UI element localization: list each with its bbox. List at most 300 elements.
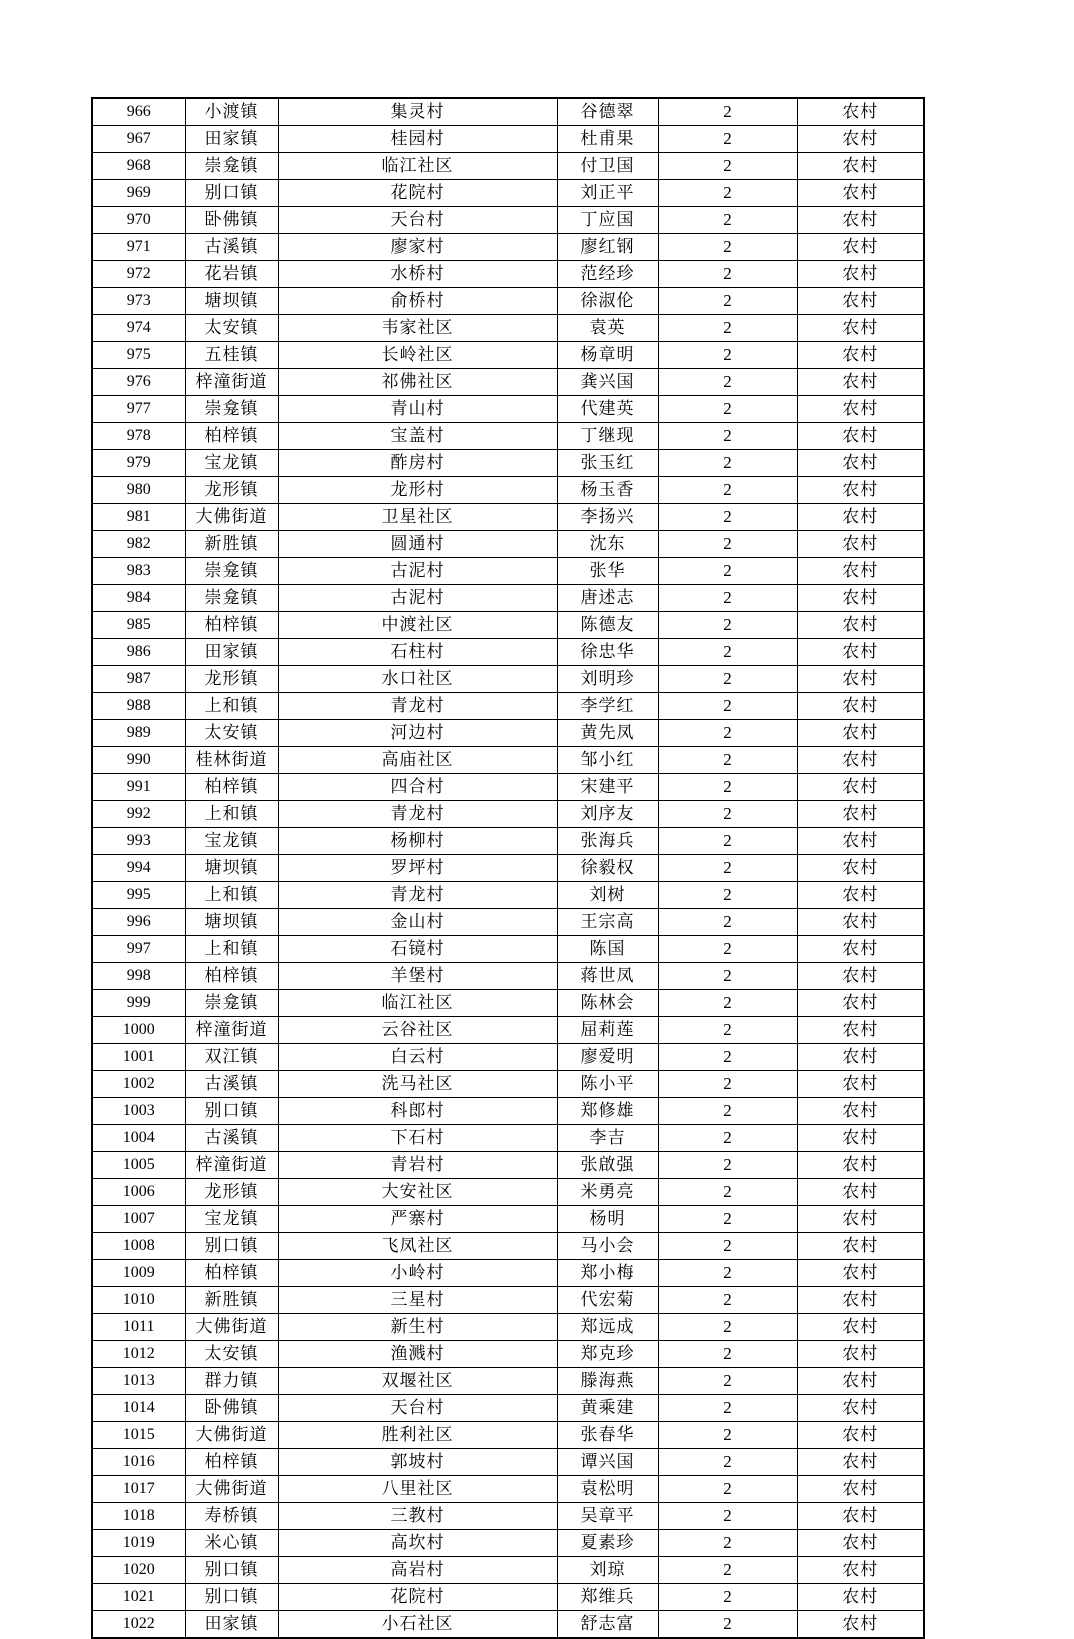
table-row <box>92 450 924 477</box>
serial-number-cell: 972 <box>92 261 185 288</box>
town-cell: 宝龙镇 <box>185 828 278 855</box>
table-row <box>92 1503 924 1530</box>
category-cell: 农村 <box>797 342 924 369</box>
village-cell: 桂园村 <box>278 126 557 153</box>
count-cell: 2 <box>658 774 797 801</box>
serial-number-cell: 1002 <box>92 1071 185 1098</box>
person-name-cell: 陈小平 <box>557 1071 658 1098</box>
town-cell: 别口镇 <box>185 1557 278 1584</box>
person-name-cell: 廖爱明 <box>557 1044 658 1071</box>
table-row <box>92 639 924 666</box>
person-name-cell: 刘明珍 <box>557 666 658 693</box>
village-cell: 高坎村 <box>278 1530 557 1557</box>
table-row <box>92 558 924 585</box>
table-row <box>92 1260 924 1287</box>
table-row <box>92 585 924 612</box>
town-cell: 群力镇 <box>185 1368 278 1395</box>
town-cell: 宝龙镇 <box>185 450 278 477</box>
person-name-cell: 袁英 <box>557 315 658 342</box>
category-cell: 农村 <box>797 774 924 801</box>
count-cell: 2 <box>658 1611 797 1639</box>
village-cell: 临江社区 <box>278 153 557 180</box>
town-cell: 米心镇 <box>185 1530 278 1557</box>
serial-number-cell: 1005 <box>92 1152 185 1179</box>
serial-number-cell: 993 <box>92 828 185 855</box>
village-cell: 青岩村 <box>278 1152 557 1179</box>
count-cell: 2 <box>658 288 797 315</box>
category-cell: 农村 <box>797 558 924 585</box>
town-cell: 太安镇 <box>185 1341 278 1368</box>
category-cell: 农村 <box>797 909 924 936</box>
count-cell: 2 <box>658 531 797 558</box>
table-row <box>92 1449 924 1476</box>
category-cell: 农村 <box>797 801 924 828</box>
village-cell: 古泥村 <box>278 585 557 612</box>
category-cell: 农村 <box>797 666 924 693</box>
village-cell: 花院村 <box>278 1584 557 1611</box>
category-cell: 农村 <box>797 1503 924 1530</box>
town-cell: 柏梓镇 <box>185 1260 278 1287</box>
count-cell: 2 <box>658 963 797 990</box>
table-row <box>92 1611 924 1639</box>
person-name-cell: 郑维兵 <box>557 1584 658 1611</box>
table-row <box>92 477 924 504</box>
count-cell: 2 <box>658 1395 797 1422</box>
table-row <box>92 1395 924 1422</box>
category-cell: 农村 <box>797 1611 924 1639</box>
serial-number-cell: 1017 <box>92 1476 185 1503</box>
serial-number-cell: 966 <box>92 98 185 126</box>
serial-number-cell: 994 <box>92 855 185 882</box>
town-cell: 太安镇 <box>185 720 278 747</box>
town-cell: 大佛街道 <box>185 1476 278 1503</box>
table-row <box>92 423 924 450</box>
serial-number-cell: 1022 <box>92 1611 185 1639</box>
count-cell: 2 <box>658 990 797 1017</box>
person-name-cell: 龚兴国 <box>557 369 658 396</box>
serial-number-cell: 1003 <box>92 1098 185 1125</box>
serial-number-cell: 1007 <box>92 1206 185 1233</box>
town-cell: 柏梓镇 <box>185 1449 278 1476</box>
data-table <box>91 97 925 1639</box>
count-cell: 2 <box>658 1125 797 1152</box>
count-cell: 2 <box>658 504 797 531</box>
category-cell: 农村 <box>797 1449 924 1476</box>
village-cell: 白云村 <box>278 1044 557 1071</box>
village-cell: 祁佛社区 <box>278 369 557 396</box>
count-cell: 2 <box>658 261 797 288</box>
table-row <box>92 1476 924 1503</box>
table-row <box>92 396 924 423</box>
count-cell: 2 <box>658 747 797 774</box>
person-name-cell: 郑小梅 <box>557 1260 658 1287</box>
category-cell: 农村 <box>797 720 924 747</box>
person-name-cell: 代宏菊 <box>557 1287 658 1314</box>
count-cell: 2 <box>658 98 797 126</box>
village-cell: 渔溅村 <box>278 1341 557 1368</box>
person-name-cell: 代建英 <box>557 396 658 423</box>
category-cell: 农村 <box>797 1530 924 1557</box>
town-cell: 上和镇 <box>185 801 278 828</box>
category-cell: 农村 <box>797 747 924 774</box>
town-cell: 田家镇 <box>185 126 278 153</box>
village-cell: 严寨村 <box>278 1206 557 1233</box>
village-cell: 双堰社区 <box>278 1368 557 1395</box>
person-name-cell: 郑克珍 <box>557 1341 658 1368</box>
category-cell: 农村 <box>797 585 924 612</box>
village-cell: 三教村 <box>278 1503 557 1530</box>
village-cell: 飞凤社区 <box>278 1233 557 1260</box>
count-cell: 2 <box>658 126 797 153</box>
person-name-cell: 唐述志 <box>557 585 658 612</box>
town-cell: 田家镇 <box>185 639 278 666</box>
person-name-cell: 米勇亮 <box>557 1179 658 1206</box>
village-cell: 石镜村 <box>278 936 557 963</box>
town-cell: 太安镇 <box>185 315 278 342</box>
category-cell: 农村 <box>797 180 924 207</box>
town-cell: 塘坝镇 <box>185 909 278 936</box>
table-row <box>92 1233 924 1260</box>
count-cell: 2 <box>658 1179 797 1206</box>
person-name-cell: 宋建平 <box>557 774 658 801</box>
serial-number-cell: 989 <box>92 720 185 747</box>
town-cell: 上和镇 <box>185 693 278 720</box>
serial-number-cell: 970 <box>92 207 185 234</box>
person-name-cell: 范经珍 <box>557 261 658 288</box>
category-cell: 农村 <box>797 990 924 1017</box>
count-cell: 2 <box>658 1233 797 1260</box>
category-cell: 农村 <box>797 153 924 180</box>
person-name-cell: 陈林会 <box>557 990 658 1017</box>
serial-number-cell: 1009 <box>92 1260 185 1287</box>
person-name-cell: 张春华 <box>557 1422 658 1449</box>
person-name-cell: 刘琼 <box>557 1557 658 1584</box>
town-cell: 卧佛镇 <box>185 1395 278 1422</box>
town-cell: 别口镇 <box>185 1098 278 1125</box>
table-row <box>92 855 924 882</box>
village-cell: 下石村 <box>278 1125 557 1152</box>
person-name-cell: 徐毅权 <box>557 855 658 882</box>
count-cell: 2 <box>658 207 797 234</box>
village-cell: 高庙社区 <box>278 747 557 774</box>
category-cell: 农村 <box>797 1098 924 1125</box>
category-cell: 农村 <box>797 288 924 315</box>
person-name-cell: 王宗高 <box>557 909 658 936</box>
serial-number-cell: 1012 <box>92 1341 185 1368</box>
category-cell: 农村 <box>797 369 924 396</box>
village-cell: 羊堡村 <box>278 963 557 990</box>
category-cell: 农村 <box>797 423 924 450</box>
table-row <box>92 207 924 234</box>
town-cell: 卧佛镇 <box>185 207 278 234</box>
serial-number-cell: 992 <box>92 801 185 828</box>
town-cell: 柏梓镇 <box>185 423 278 450</box>
village-cell: 集灵村 <box>278 98 557 126</box>
table-row <box>92 1179 924 1206</box>
table-row <box>92 909 924 936</box>
person-name-cell: 黄乘建 <box>557 1395 658 1422</box>
person-name-cell: 杨明 <box>557 1206 658 1233</box>
table-row <box>92 1152 924 1179</box>
category-cell: 农村 <box>797 1233 924 1260</box>
serial-number-cell: 983 <box>92 558 185 585</box>
village-cell: 天台村 <box>278 1395 557 1422</box>
person-name-cell: 吴章平 <box>557 1503 658 1530</box>
count-cell: 2 <box>658 1368 797 1395</box>
village-cell: 宝盖村 <box>278 423 557 450</box>
table-row <box>92 1098 924 1125</box>
serial-number-cell: 990 <box>92 747 185 774</box>
town-cell: 崇龛镇 <box>185 990 278 1017</box>
person-name-cell: 刘正平 <box>557 180 658 207</box>
category-cell: 农村 <box>797 1476 924 1503</box>
serial-number-cell: 1000 <box>92 1017 185 1044</box>
town-cell: 新胜镇 <box>185 1287 278 1314</box>
person-name-cell: 张啟强 <box>557 1152 658 1179</box>
category-cell: 农村 <box>797 1314 924 1341</box>
category-cell: 农村 <box>797 828 924 855</box>
person-name-cell: 杨章明 <box>557 342 658 369</box>
count-cell: 2 <box>658 801 797 828</box>
serial-number-cell: 982 <box>92 531 185 558</box>
category-cell: 农村 <box>797 207 924 234</box>
count-cell: 2 <box>658 1557 797 1584</box>
table-row <box>92 828 924 855</box>
person-name-cell: 屈莉莲 <box>557 1017 658 1044</box>
count-cell: 2 <box>658 1476 797 1503</box>
serial-number-cell: 1020 <box>92 1557 185 1584</box>
table-row <box>92 963 924 990</box>
table-row <box>92 1017 924 1044</box>
table-row <box>92 747 924 774</box>
person-name-cell: 黄先凤 <box>557 720 658 747</box>
table-row <box>92 315 924 342</box>
town-cell: 上和镇 <box>185 882 278 909</box>
serial-number-cell: 988 <box>92 693 185 720</box>
person-name-cell: 邹小红 <box>557 747 658 774</box>
table-row <box>92 693 924 720</box>
town-cell: 寿桥镇 <box>185 1503 278 1530</box>
count-cell: 2 <box>658 1260 797 1287</box>
town-cell: 崇龛镇 <box>185 396 278 423</box>
count-cell: 2 <box>658 1584 797 1611</box>
category-cell: 农村 <box>797 1044 924 1071</box>
person-name-cell: 陈国 <box>557 936 658 963</box>
person-name-cell: 陈德友 <box>557 612 658 639</box>
serial-number-cell: 1014 <box>92 1395 185 1422</box>
table-row <box>92 774 924 801</box>
count-cell: 2 <box>658 828 797 855</box>
serial-number-cell: 1016 <box>92 1449 185 1476</box>
town-cell: 柏梓镇 <box>185 612 278 639</box>
table-row <box>92 288 924 315</box>
serial-number-cell: 979 <box>92 450 185 477</box>
serial-number-cell: 985 <box>92 612 185 639</box>
town-cell: 五桂镇 <box>185 342 278 369</box>
count-cell: 2 <box>658 1422 797 1449</box>
category-cell: 农村 <box>797 963 924 990</box>
town-cell: 古溪镇 <box>185 1125 278 1152</box>
town-cell: 崇龛镇 <box>185 585 278 612</box>
village-cell: 洗马社区 <box>278 1071 557 1098</box>
village-cell: 小岭村 <box>278 1260 557 1287</box>
person-name-cell: 杨玉香 <box>557 477 658 504</box>
count-cell: 2 <box>658 1044 797 1071</box>
count-cell: 2 <box>658 423 797 450</box>
table-row <box>92 180 924 207</box>
person-name-cell: 李扬兴 <box>557 504 658 531</box>
person-name-cell: 沈东 <box>557 531 658 558</box>
village-cell: 廖家村 <box>278 234 557 261</box>
person-name-cell: 杜甫果 <box>557 126 658 153</box>
town-cell: 大佛街道 <box>185 504 278 531</box>
town-cell: 小渡镇 <box>185 98 278 126</box>
village-cell: 云谷社区 <box>278 1017 557 1044</box>
category-cell: 农村 <box>797 531 924 558</box>
category-cell: 农村 <box>797 1395 924 1422</box>
serial-number-cell: 974 <box>92 315 185 342</box>
village-cell: 龙形村 <box>278 477 557 504</box>
count-cell: 2 <box>658 585 797 612</box>
count-cell: 2 <box>658 1341 797 1368</box>
town-cell: 双江镇 <box>185 1044 278 1071</box>
table-row <box>92 153 924 180</box>
serial-number-cell: 1018 <box>92 1503 185 1530</box>
town-cell: 宝龙镇 <box>185 1206 278 1233</box>
village-cell: 杨柳村 <box>278 828 557 855</box>
count-cell: 2 <box>658 477 797 504</box>
town-cell: 龙形镇 <box>185 477 278 504</box>
village-cell: 金山村 <box>278 909 557 936</box>
category-cell: 农村 <box>797 1287 924 1314</box>
table-row <box>92 990 924 1017</box>
town-cell: 古溪镇 <box>185 1071 278 1098</box>
person-name-cell: 张玉红 <box>557 450 658 477</box>
serial-number-cell: 1013 <box>92 1368 185 1395</box>
count-cell: 2 <box>658 882 797 909</box>
table-row <box>92 1071 924 1098</box>
person-name-cell: 滕海燕 <box>557 1368 658 1395</box>
table-row <box>92 1287 924 1314</box>
table-row <box>92 98 924 126</box>
town-cell: 古溪镇 <box>185 234 278 261</box>
village-cell: 临江社区 <box>278 990 557 1017</box>
serial-number-cell: 984 <box>92 585 185 612</box>
person-name-cell: 马小会 <box>557 1233 658 1260</box>
person-name-cell: 谷德翠 <box>557 98 658 126</box>
count-cell: 2 <box>658 315 797 342</box>
town-cell: 花岩镇 <box>185 261 278 288</box>
count-cell: 2 <box>658 1449 797 1476</box>
village-cell: 罗坪村 <box>278 855 557 882</box>
village-cell: 小石社区 <box>278 1611 557 1639</box>
table-row <box>92 234 924 261</box>
count-cell: 2 <box>658 666 797 693</box>
category-cell: 农村 <box>797 1125 924 1152</box>
town-cell: 别口镇 <box>185 1584 278 1611</box>
table-row <box>92 612 924 639</box>
table-row <box>92 666 924 693</box>
serial-number-cell: 987 <box>92 666 185 693</box>
serial-number-cell: 996 <box>92 909 185 936</box>
table-row <box>92 801 924 828</box>
village-cell: 河边村 <box>278 720 557 747</box>
serial-number-cell: 1010 <box>92 1287 185 1314</box>
person-name-cell: 付卫国 <box>557 153 658 180</box>
village-cell: 八里社区 <box>278 1476 557 1503</box>
count-cell: 2 <box>658 1314 797 1341</box>
category-cell: 农村 <box>797 1341 924 1368</box>
category-cell: 农村 <box>797 396 924 423</box>
person-name-cell: 袁松明 <box>557 1476 658 1503</box>
count-cell: 2 <box>658 558 797 585</box>
category-cell: 农村 <box>797 1152 924 1179</box>
village-cell: 青龙村 <box>278 882 557 909</box>
category-cell: 农村 <box>797 1071 924 1098</box>
table-row <box>92 261 924 288</box>
person-name-cell: 蒋世凤 <box>557 963 658 990</box>
category-cell: 农村 <box>797 855 924 882</box>
count-cell: 2 <box>658 342 797 369</box>
category-cell: 农村 <box>797 1206 924 1233</box>
serial-number-cell: 973 <box>92 288 185 315</box>
count-cell: 2 <box>658 396 797 423</box>
village-cell: 四合村 <box>278 774 557 801</box>
town-cell: 柏梓镇 <box>185 963 278 990</box>
category-cell: 农村 <box>797 1422 924 1449</box>
table-row <box>92 1557 924 1584</box>
person-name-cell: 丁继现 <box>557 423 658 450</box>
count-cell: 2 <box>658 1503 797 1530</box>
table-row <box>92 720 924 747</box>
count-cell: 2 <box>658 1152 797 1179</box>
village-cell: 水口社区 <box>278 666 557 693</box>
serial-number-cell: 1011 <box>92 1314 185 1341</box>
town-cell: 大佛街道 <box>185 1314 278 1341</box>
table-row <box>92 1422 924 1449</box>
town-cell: 梓潼街道 <box>185 1152 278 1179</box>
serial-number-cell: 1001 <box>92 1044 185 1071</box>
table-row <box>92 1341 924 1368</box>
serial-number-cell: 968 <box>92 153 185 180</box>
town-cell: 别口镇 <box>185 1233 278 1260</box>
category-cell: 农村 <box>797 1017 924 1044</box>
person-name-cell: 张海兵 <box>557 828 658 855</box>
village-cell: 圆通村 <box>278 531 557 558</box>
person-name-cell: 徐淑伦 <box>557 288 658 315</box>
village-cell: 天台村 <box>278 207 557 234</box>
town-cell: 梓潼街道 <box>185 1017 278 1044</box>
town-cell: 龙形镇 <box>185 1179 278 1206</box>
count-cell: 2 <box>658 612 797 639</box>
category-cell: 农村 <box>797 936 924 963</box>
count-cell: 2 <box>658 153 797 180</box>
town-cell: 柏梓镇 <box>185 774 278 801</box>
serial-number-cell: 1019 <box>92 1530 185 1557</box>
category-cell: 农村 <box>797 126 924 153</box>
town-cell: 别口镇 <box>185 180 278 207</box>
person-name-cell: 夏素珍 <box>557 1530 658 1557</box>
count-cell: 2 <box>658 369 797 396</box>
village-cell: 大安社区 <box>278 1179 557 1206</box>
count-cell: 2 <box>658 720 797 747</box>
table-row <box>92 1584 924 1611</box>
person-name-cell: 郑远成 <box>557 1314 658 1341</box>
village-cell: 中渡社区 <box>278 612 557 639</box>
town-cell: 梓潼街道 <box>185 369 278 396</box>
village-cell: 石柱村 <box>278 639 557 666</box>
village-cell: 酢房村 <box>278 450 557 477</box>
